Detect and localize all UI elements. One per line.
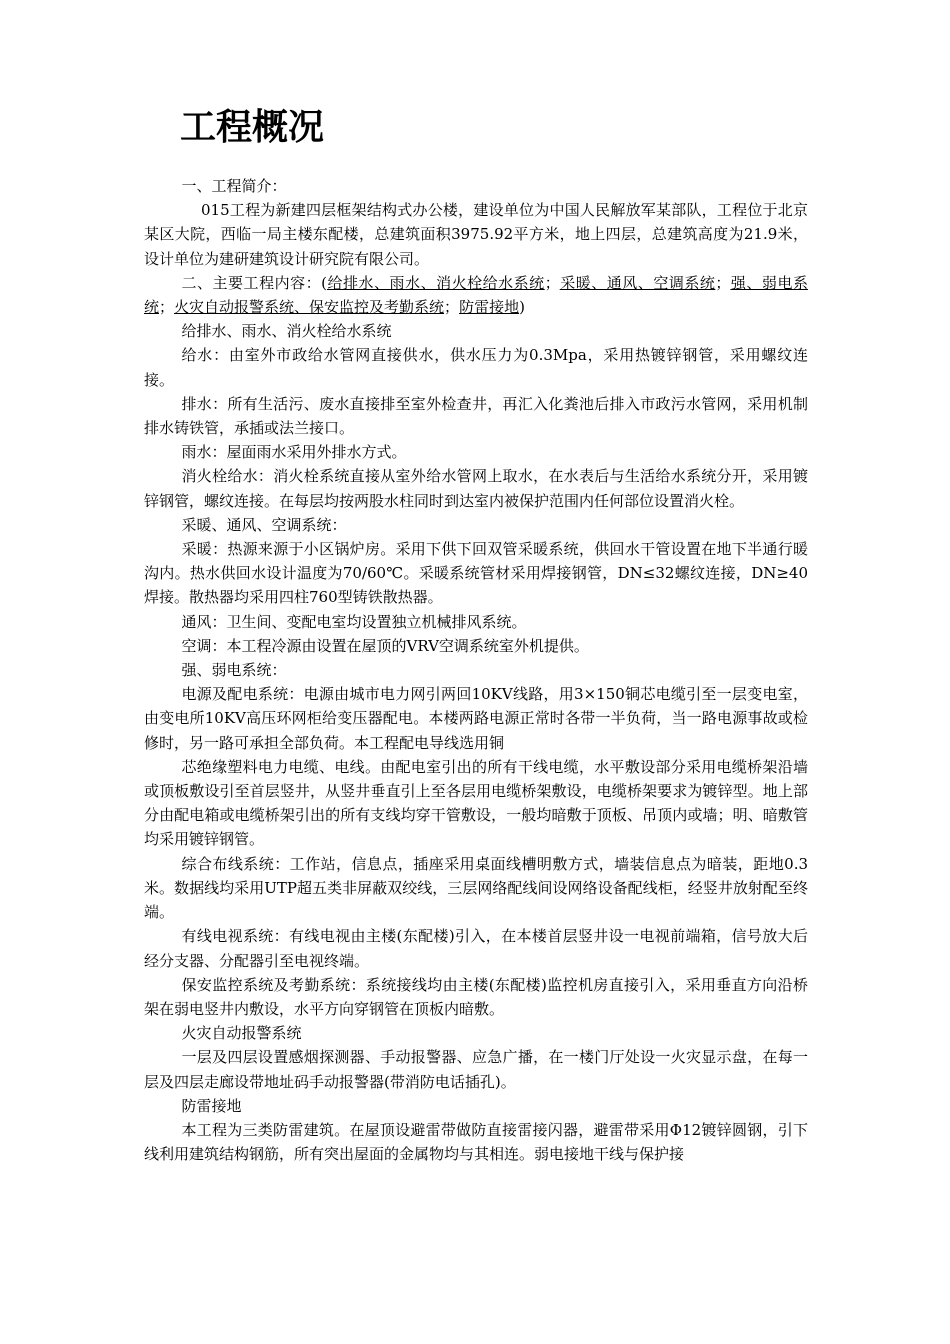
lightning-heading: 防雷接地 bbox=[181, 1096, 242, 1115]
fire-heading: 火灾自动报警系统 bbox=[181, 1024, 302, 1043]
intro-heading: 一、工程简介： bbox=[181, 177, 287, 195]
rain-paragraph: 雨水：屋面雨水采用外排水方式。 bbox=[181, 443, 407, 462]
scope-item-hvac: 采暖、通风、空调系统 bbox=[559, 273, 716, 292]
water-supply-paragraph: 给水：由室外市政给水管网直接供水，供水压力为0.3Mpa，采用热镀锌钢管，采用螺纹连接。 bbox=[144, 346, 808, 389]
scope-item-water: 给排水、雨水、消火栓给水系统 bbox=[326, 273, 545, 292]
lightning-paragraph: 本工程为三类防雷建筑。在屋顶设避雷带做防直接雷接闪器，避雷带采用Φ12镀锌圆钢，引下线利用建筑结构钢筋，所有突出屋面的金属物均与其相连。弱电接地干线与保护接 bbox=[144, 1120, 808, 1164]
scope-suffix: ) bbox=[519, 298, 525, 317]
scope-item-electric: 强、弱电系统 bbox=[144, 273, 808, 317]
cable-paragraph: 芯绝缘塑料电力电缆、电线。由配电室引出的所有干线电缆，水平敷设部分采用电缆桥架沿墙或顶板敷设引至首层竖井，从竖井垂直引上至各层用电缆桥架敷设，电缆桥架要求为镀锌型。地上部分由配电箱或电缆桥架引出的所有支线均穿干管敷设，一般均暗敷于顶板、吊顶内或墙；明、暗敷管均采用镀锌钢管。 bbox=[144, 757, 808, 849]
ventilation-paragraph: 通风：卫生间、变配电室均设置独立机械排风系统。 bbox=[181, 612, 527, 631]
scope-prefix: 二、主要工程内容：( bbox=[181, 273, 327, 292]
cabling-paragraph: 综合布线系统：工作站，信息点，插座采用桌面线槽明敷方式，墙装信息点为暗装，距地0.3米。数据线均采用UTP超五类非屏蔽双绞线，三层网络配线间设网络设备配线柜，经竖井放射配至终端。 bbox=[144, 854, 808, 922]
scope-separator: ； bbox=[544, 273, 560, 292]
power-paragraph: 电源及配电系统：电源由城市电力网引两回10KV线路，用3×150铜芯电缆引至一层变电室，由变电所10KV高压环网柜给变压器配电。本楼两路电源正常时各带一半负荷，当一路电源事故或检修时，另一路可承担全部负荷。本工程配电导线选用铜 bbox=[144, 685, 808, 752]
electric-heading: 强、弱电系统： bbox=[181, 661, 287, 680]
hydrant-paragraph: 消火栓给水：消火栓系统直接从室外给水管网上取水，在水表后与生活给水系统分开，采用镀锌钢管，螺纹连接。在每层均按两股水柱同时到达室内被保护范围内任何部位设置消火栓。 bbox=[144, 467, 808, 510]
ac-paragraph: 空调：本工程冷源由设置在屋顶的VRV空调系统室外机提供。 bbox=[181, 636, 589, 655]
page-title: 工程概况 bbox=[180, 107, 325, 148]
catv-paragraph: 有线电视系统：有线电视由主楼(东配楼)引入，在本楼首层竖井设一电视前端箱，信号放大后经分支器、分配器引至电视终端。 bbox=[144, 927, 808, 970]
document-body bbox=[144, 174, 808, 1166]
scope-item-lightning: 防雷接地 bbox=[459, 298, 520, 317]
scope-separator: ； bbox=[715, 273, 731, 292]
fire-paragraph: 一层及四层设置感烟探测器、手动报警器、应急广播，在一楼门厅处设一火灾显示盘，在每一层及四层走廊设带地址码手动报警器(带消防电话插孔)。 bbox=[144, 1048, 808, 1091]
drainage-paragraph: 排水：所有生活污、废水直接排至室外检查井，再汇入化粪池后排入市政污水管网，采用机制排水铸铁管，承插或法兰接口。 bbox=[144, 394, 808, 438]
heating-paragraph: 采暖：热源来源于小区锅炉房。采用下供下回双管采暖系统，供回水干管设置在地下半通行暖沟内。热水供回水设计温度为70/60℃。采暖系统管材采用焊接钢管，DN≤32螺纹连接，DN≥40焊接。散热器均采用四柱760型铸铁散热器。 bbox=[144, 540, 808, 607]
security-paragraph: 保安监控系统及考勤系统：系统接线均由主楼(东配楼)监控机房直接引入，采用垂直方向沿桥架在弱电竖井内敷设，水平方向穿钢管在顶板内暗敷。 bbox=[144, 975, 808, 1018]
scope-paragraph bbox=[144, 271, 808, 319]
hvac-heading: 采暖、通风、空调系统： bbox=[181, 515, 347, 534]
scope-separator: ； bbox=[444, 298, 460, 317]
scope-separator: ； bbox=[159, 298, 175, 317]
scope-item-fire: 火灾自动报警系统、保安监控及考勤系统 bbox=[174, 298, 445, 317]
intro-paragraph: 015工程为新建四层框架结构式办公楼，建设单位为中国人民解放军某部队，工程位于北京某区大院，西临一局主楼东配楼，总建筑面积3975.92平方米，地上四层，总建筑高度为21.9米，设计单位为建研建筑设计研究院有限公司。 bbox=[144, 201, 808, 268]
water-heading: 给排水、雨水、消火栓给水系统 bbox=[181, 322, 392, 341]
